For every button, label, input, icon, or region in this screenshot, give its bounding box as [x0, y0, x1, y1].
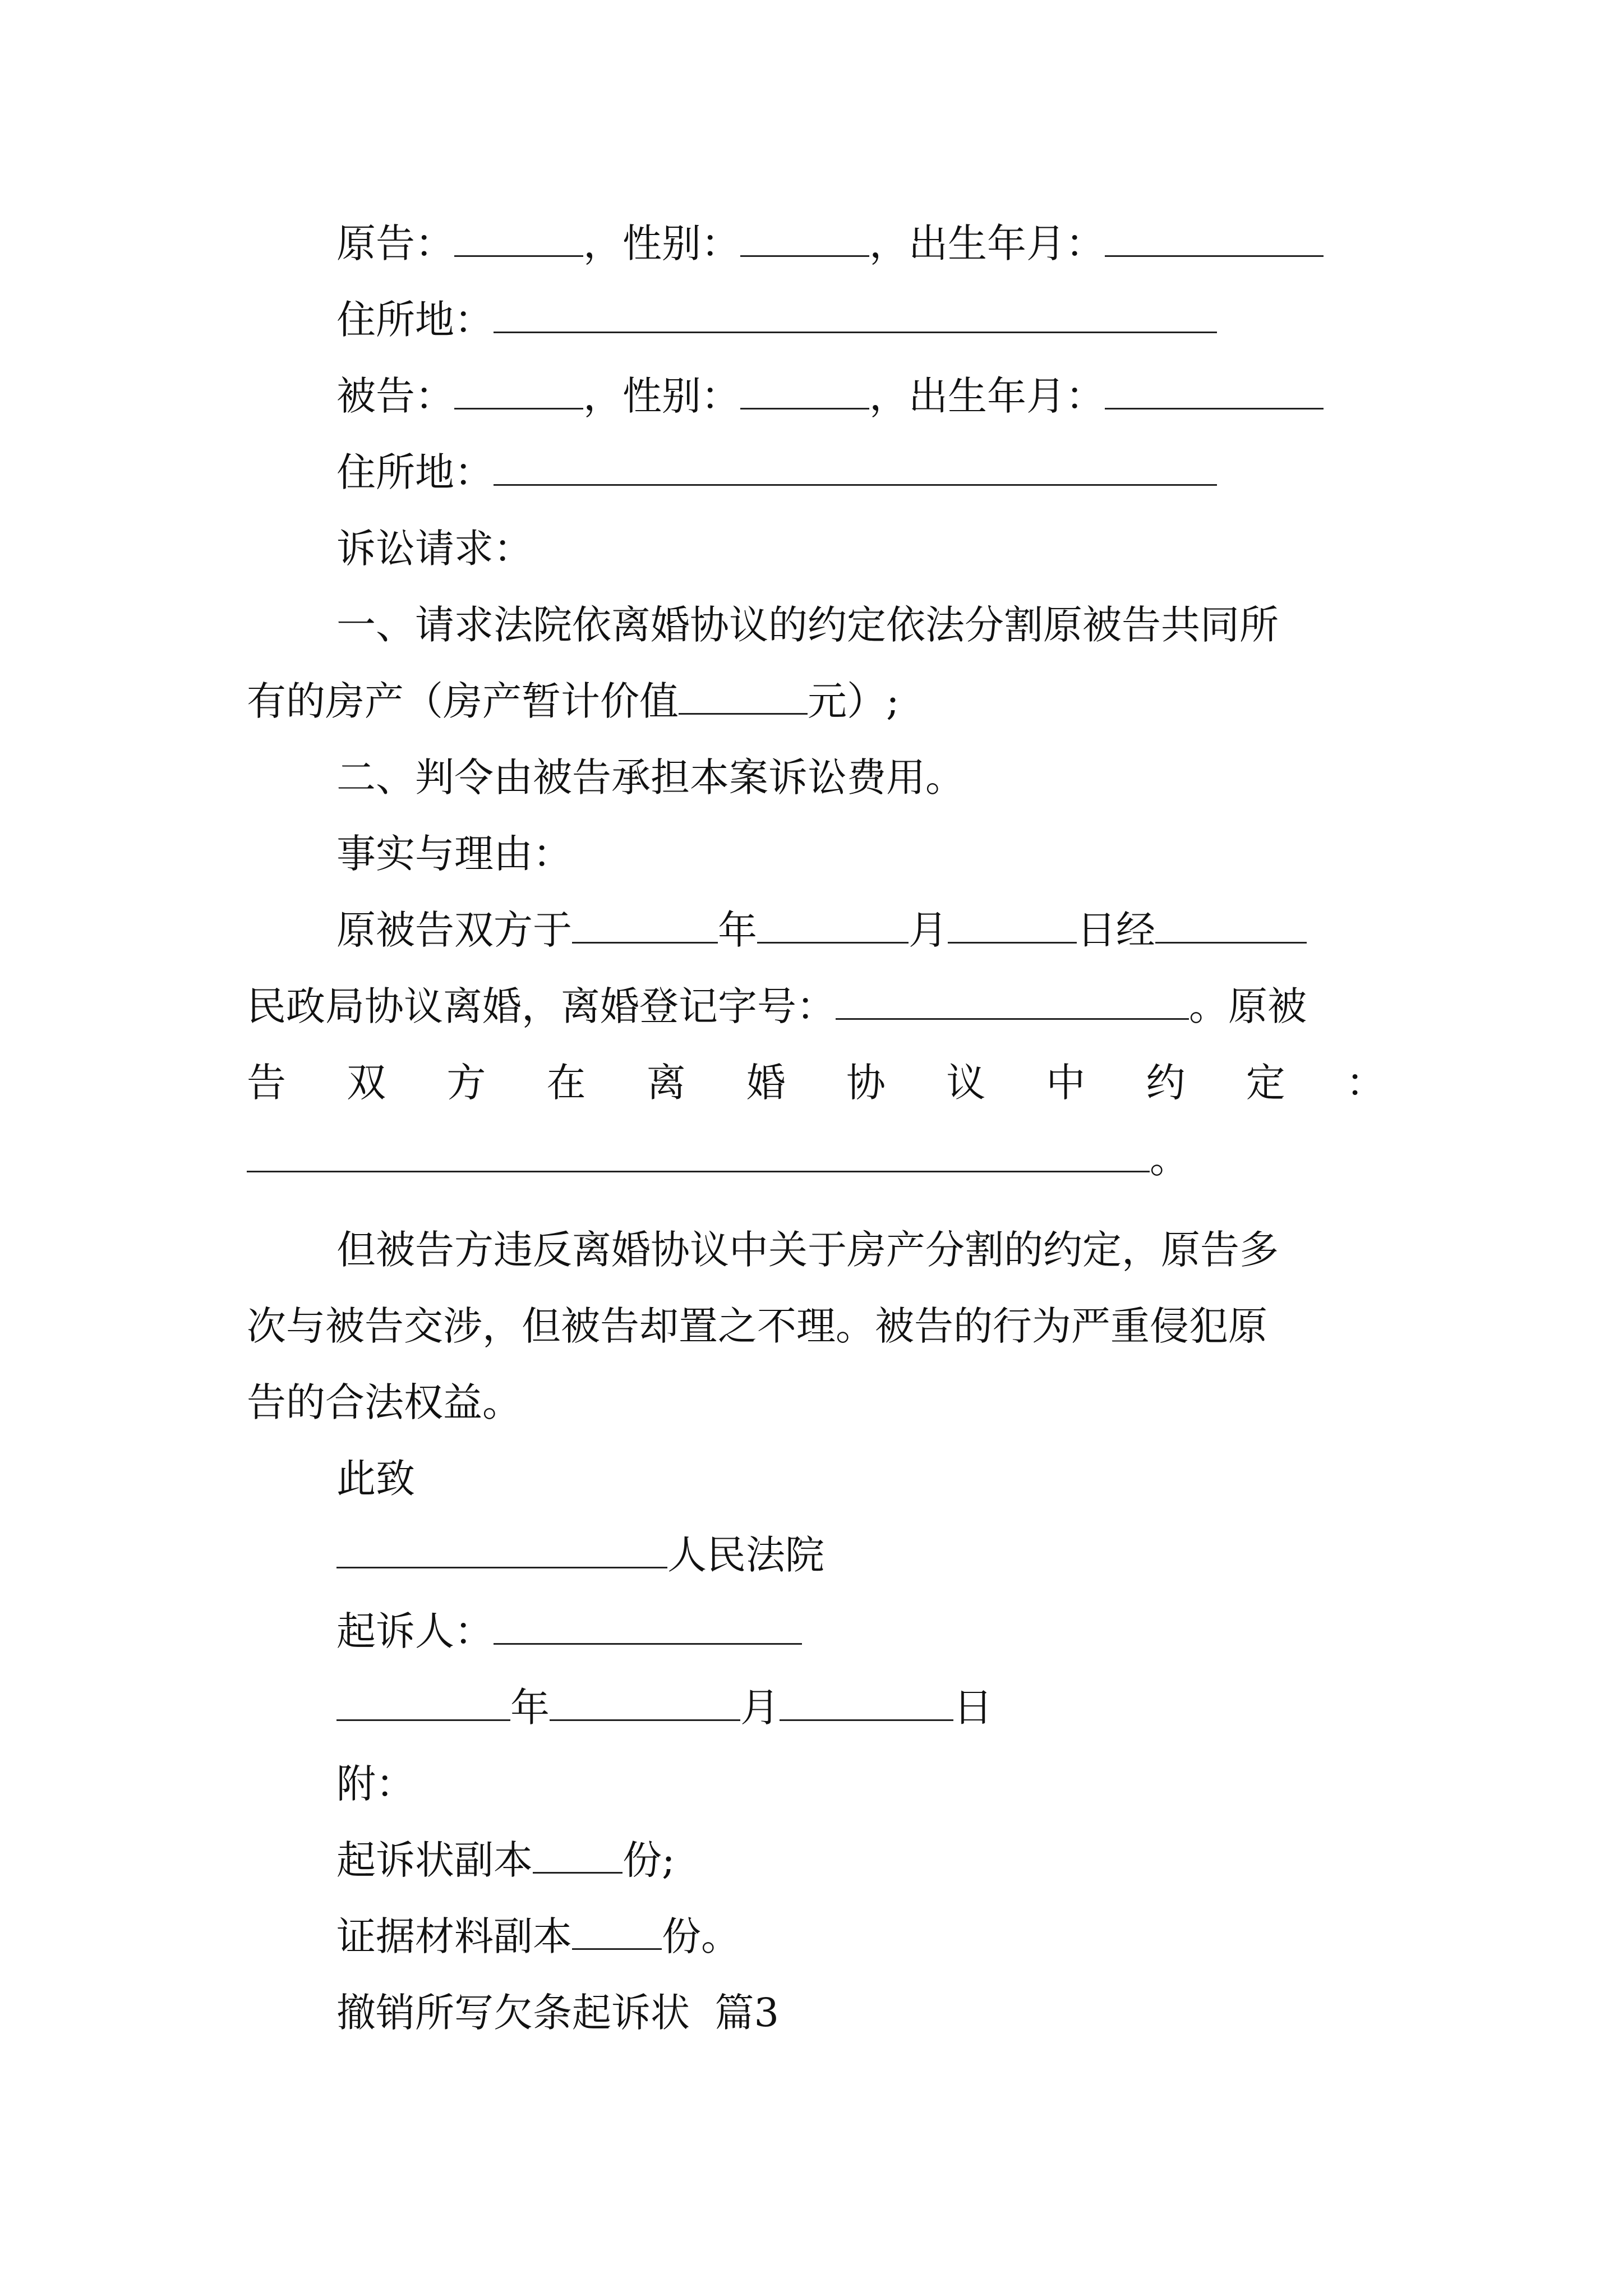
next-section-title: 撤销所写欠条起诉状 篇3: [336, 1990, 780, 2036]
filing-month-blank: [550, 1685, 740, 1721]
salutation: 此致: [336, 1456, 415, 1502]
spread-char: 双: [347, 1060, 386, 1106]
attachment-item-2: [336, 1911, 740, 1962]
defendant-address-blank: [494, 449, 1217, 486]
attachment-item-1: [336, 1835, 675, 1885]
filer-label: 起诉人：: [336, 1608, 494, 1654]
spread-char: 告: [247, 1060, 286, 1106]
filing-date-line: [336, 1682, 993, 1733]
court-name-blank: [336, 1532, 667, 1568]
claim-item-1-text-a: 有的房产（房产暂计价值: [247, 678, 679, 724]
facts-p1-line2-text-a: 民政局协议离婚，离婚登记字号：: [247, 983, 836, 1029]
plaintiff-address-label: 住所地：: [336, 297, 494, 343]
spread-char: ：: [1345, 1060, 1385, 1106]
spread-char: 方: [446, 1060, 486, 1106]
attachment-item-1-text-b: 份;: [623, 1837, 675, 1883]
spread-char: 约: [1146, 1060, 1186, 1106]
plaintiff-label: 原告：: [336, 220, 454, 266]
facts-p2-line-3: 告的合法权益。: [247, 1379, 522, 1425]
defendant-address-line: [336, 447, 1217, 498]
claim-item-1-line-1: 一、请求法院依离婚协议的约定依法分割原被告共同所: [336, 602, 1279, 648]
attachment-item-2-text-a: 证据材料副本: [336, 1913, 572, 1959]
attachment-item-1-text-a: 起诉状副本: [336, 1837, 533, 1883]
facts-heading: 事实与理由：: [336, 831, 572, 877]
attachments-heading: 附：: [336, 1761, 415, 1807]
defendant-label: 被告：: [336, 373, 454, 419]
defendant-birth-blank: [1105, 373, 1324, 409]
defendant-line: [336, 371, 1324, 421]
plaintiff-birth-blank: [1105, 220, 1324, 257]
facts-p1-text-a: 原被告双方于: [336, 907, 572, 953]
claim-item-1-line-2: [247, 676, 900, 726]
divorce-month-blank: [757, 907, 909, 944]
filing-day-blank: [780, 1685, 953, 1721]
facts-p1-year: 年: [718, 907, 757, 953]
plaintiff-gender-label: ，性别：: [583, 220, 740, 266]
defendant-gender-label: ，性别：: [583, 373, 740, 419]
facts-p1-day: 日经: [1077, 907, 1155, 953]
claim-item-2: 二、判令由被告承担本案诉讼费用。: [336, 754, 965, 800]
bureau-blank: [1155, 907, 1307, 944]
defendant-address-label: 住所地：: [336, 449, 494, 495]
filer-line: [336, 1606, 802, 1657]
plaintiff-gender-blank: [740, 220, 869, 257]
filer-blank: [494, 1608, 802, 1645]
facts-p1-month: 月: [909, 907, 948, 953]
plaintiff-name-blank: [454, 220, 583, 257]
filing-year-label: 年: [510, 1685, 550, 1731]
spread-char: 协: [846, 1060, 886, 1106]
facts-p2-line-2: 次与被告交涉，但被告却置之不理。被告的行为严重侵犯原: [247, 1303, 1267, 1349]
spread-char: 离: [646, 1060, 686, 1106]
spread-char: 中: [1046, 1060, 1086, 1106]
claim-item-1-text-b: 元）;: [808, 678, 900, 724]
filing-month-label: 月: [740, 1685, 780, 1731]
copies-count-blank: [533, 1837, 623, 1874]
plaintiff-line: [336, 218, 1324, 269]
filing-day-label: 日: [953, 1685, 993, 1731]
defendant-gender-blank: [740, 373, 869, 409]
facts-p1-line2-text-b: 。原被: [1189, 983, 1307, 1029]
facts-p1-line-4: [247, 1134, 1189, 1184]
spread-char: 在: [546, 1060, 586, 1106]
divorce-day-blank: [948, 907, 1077, 944]
agreement-terms-blank: [247, 1136, 1150, 1172]
plaintiff-address-blank: [494, 297, 1217, 333]
plaintiff-birth-label: ，出生年月：: [869, 220, 1105, 266]
court-suffix: 人民法院: [667, 1532, 824, 1578]
facts-p1-line-2: [247, 981, 1307, 1032]
defendant-birth-label: ，出生年月：: [869, 373, 1105, 419]
spread-char: 议: [946, 1060, 986, 1106]
attachment-item-2-text-b: 份。: [662, 1913, 740, 1959]
evidence-count-blank: [572, 1913, 662, 1950]
plaintiff-address-line: [336, 295, 1217, 345]
house-value-blank: [679, 678, 808, 715]
court-line: [336, 1530, 824, 1580]
defendant-name-blank: [454, 373, 583, 409]
spread-char: 定: [1246, 1060, 1285, 1106]
divorce-year-blank: [572, 907, 718, 944]
facts-p2-line-1: 但被告方违反离婚协议中关于房产分割的约定，原告多: [336, 1227, 1279, 1273]
spread-char: 婚: [746, 1060, 786, 1106]
facts-p1-line4-end: 。: [1150, 1136, 1189, 1182]
facts-p1-line-3: [247, 1057, 1385, 1108]
claims-heading: 诉讼请求：: [336, 526, 533, 572]
registration-number-blank: [836, 983, 1189, 1020]
facts-p1-line-1: [336, 905, 1307, 955]
filing-year-blank: [336, 1685, 510, 1721]
